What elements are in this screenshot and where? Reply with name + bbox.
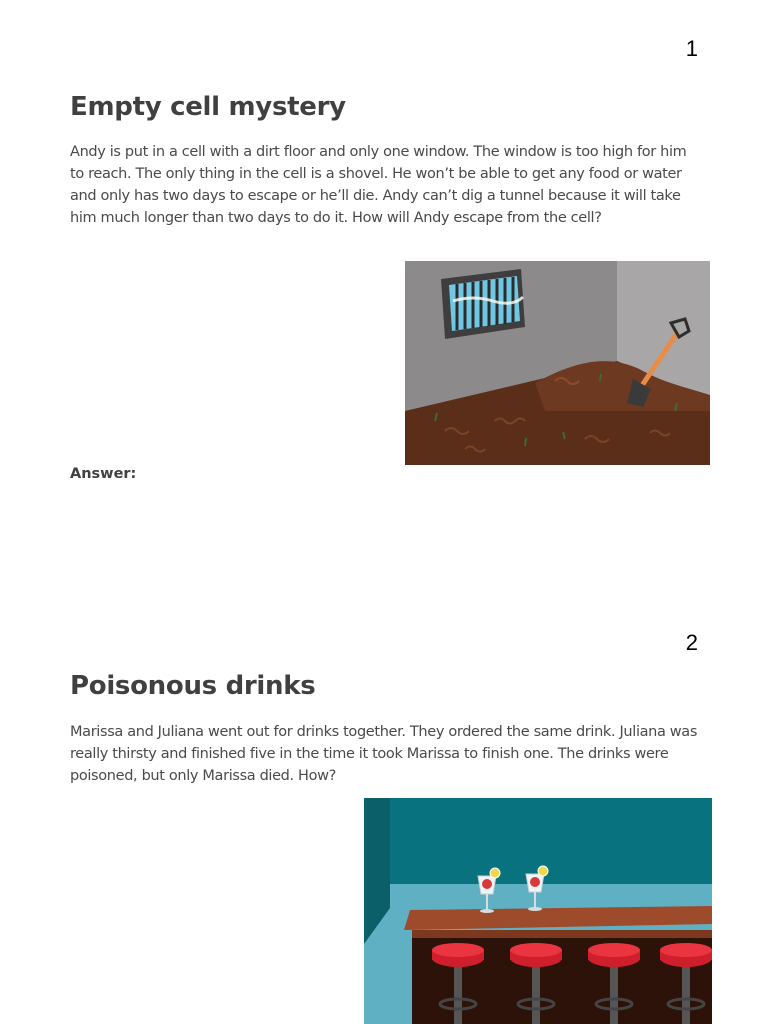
bar-counter-illustration bbox=[364, 798, 712, 1024]
answer-label: Answer: bbox=[70, 466, 137, 482]
page-number: 1 bbox=[685, 36, 698, 61]
page-number: 2 bbox=[685, 630, 698, 655]
puzzle-description: Andy is put in a cell with a dirt floor and only one window. The window is too high for him to reach. The only thing in the cell is a shovel. He won’t be able to get any food or water and only has two days to escape or he’ll die. Andy can’t dig a tunnel because it will take him much longer than two days to do it. How will Andy escape from the cell? bbox=[70, 144, 687, 226]
puzzle-title: Empty cell mystery bbox=[70, 92, 346, 122]
puzzle-description: Marissa and Juliana went out for drinks together. They ordered the same drink. Juliana was really thirsty and finished five in the time it took Marissa to finish one. The drinks were poisoned, but only Marissa died. How? bbox=[70, 724, 698, 784]
prison-cell-illustration bbox=[405, 261, 710, 465]
puzzle-title: Poisonous drinks bbox=[70, 671, 316, 701]
cell-window-icon bbox=[441, 269, 525, 339]
